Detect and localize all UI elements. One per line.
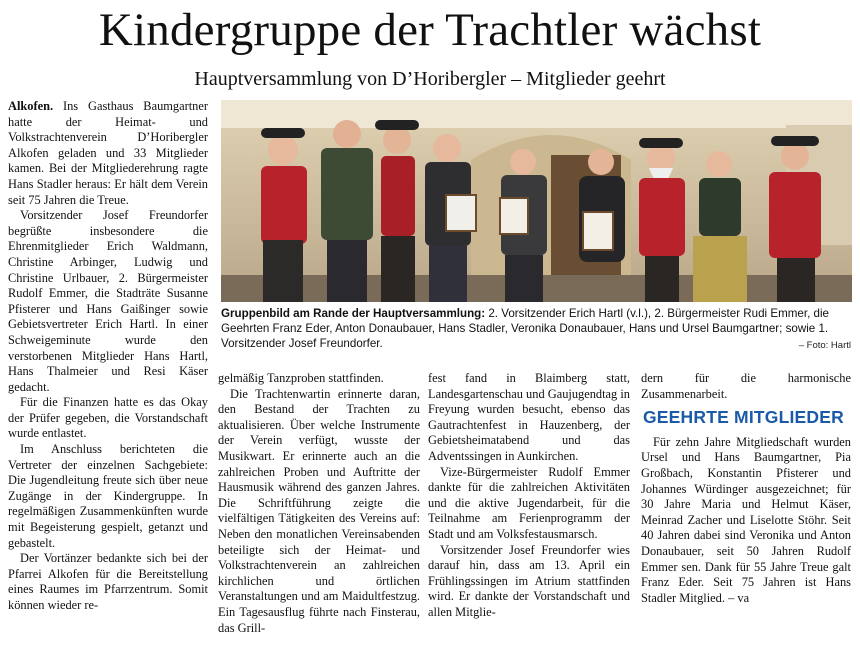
- subheadline: Hauptversammlung von D’Horibergler – Mitglieder geehrt: [194, 68, 666, 90]
- paragraph-text: Ins Gasthaus Baumgartner hatte der Heimat- und Volkstrachtenverein D’Horibergler Alkofen geladen und 33 Mitglieder kamen. Bei der Mitgliederehrung ragte Hans Stadler heraus: Er hält dem Verein seit 75 Jahren die Treue.: [8, 99, 208, 207]
- paragraph: Vize-Bürgermeister Rudolf Emmer dankte für die zahlreichen Aktivitäten und die aktive Jugendarbeit, für die Teilnahme am Ferienprogramm der Stadt und am Volksfestausmarsch.: [428, 464, 630, 541]
- paragraph: Im Anschluss berichteten die Vertreter der einzelnen Sachgebiete: Die Jugendleitung freute sich über neue Zugänge in der Kindergruppe. In regelmäßigen Zusammenkünften wurde mit Begeisterung gespielt, getanzt und gebastelt.: [8, 442, 208, 550]
- headline: Kindergruppe der Trachtler wächst: [98, 4, 762, 56]
- dateline: Alkofen.: [8, 99, 54, 113]
- paragraph: Für die Finanzen hatte es das Okay der Prüfer gegeben, die Vorstandschaft wurde entlastet.: [8, 395, 208, 441]
- article-column-3: [428, 371, 630, 621]
- honored-members-heading: GEEHRTE MITGLIEDER: [643, 407, 844, 428]
- author-signature: – va: [728, 590, 750, 605]
- caption-bold: Gruppenbild am Rande der Hauptversammlung:: [221, 307, 486, 320]
- paragraph: gelmäßig Tanzproben stattfinden.: [218, 371, 384, 385]
- paragraph: Die Trachtenwartin erinnerte daran, den Bestand der Trachten zu aktualisieren. Über welche Instrumente der Verein verfügt, wusste der Musikwart. Er erinnerte auch an die zahlreichen Proben und Auftritte der Hausmusik während des ganzen Jahres. Die Schriftführung zeigte die vielfältigen Tätigkeiten des Vereins auf: Neben den monatlichen Vereinsabenden beteiligte sich der Heimat- und Volkstrachtenverein an zahlreichen kirchlichen und örtlichen Veranstaltungen und am Maidultfestzug. Ein Tagesausflug führte nach Finsterau, das Grill-: [218, 386, 420, 635]
- article-column-4: [641, 371, 851, 606]
- paragraph: Der Vortänzer bedankte sich bei der Pfarrei Alkofen für die Bereitstellung eines Raumes im Pfarrzentrum. Somit können wieder re-: [8, 551, 208, 612]
- paragraph: dern für die harmonische Zusammenarbeit.: [641, 371, 851, 401]
- paragraph: [8, 99, 208, 208]
- group-photo: [221, 100, 852, 302]
- paragraph: fest fand in Blaimberg statt, Landesgartenschau und Gaujugendtag in Freyung wurden besucht, ebenso das Gautrachtenfest in Hauzenberg, der Gebietsheimatabend und das Adventssingen in Aunkirchen.: [428, 371, 630, 463]
- photo-credit: – Foto: Hartl: [798, 340, 851, 351]
- paragraph: Vorsitzender Josef Freundorfer wies darauf hin, dass am 13. April ein Frühlingssingen im Atrium stattfinden wird. Er dankte der Vorstandschaft und allen Mitglie-: [428, 542, 630, 619]
- photo-caption: [221, 306, 852, 351]
- box-paragraph-text: Für zehn Jahre Mitgliedschaft wurden Ursel und Hans Baumgartner, Pia Großbach, Konstantin Pfisterer und Johannes Würdinger ausgezeichnet; für 30 Jahre Maria und Helmut Käser, Meinrad Zacher und Liselotte Stöhr. Seit 40 Jahren dabei sind Veronika und Anton Donaubauer, seit 50 Jahren Rudolf Emmer sen. Dank für 55 Jahre Treue galt Franz Eder. Seit 75 Jahren ist Hans Stadler Mitglied.: [641, 434, 851, 605]
- article-column-2: [218, 371, 420, 636]
- article-column-1: [8, 99, 208, 614]
- caption-text: 2. Vorsitzender Erich Hartl (v.l.), 2. Bürgermeister Rudi Emmer, die Geehrten Franz Eder, Anton Donaubauer, Hans Stadler, Veronika Donaubauer, Hans und Ursel Baumgartner; sowie 1. Vorsitzender Josef Freundorfer.: [221, 307, 829, 350]
- honored-members-text: [641, 435, 851, 607]
- paragraph: Vorsitzender Josef Freundorfer begrüßte insbesondere die Ehrenmitglieder Erich Waldmann, Christine Arbinger, Ludwig und Christine Urlbauer, 2. Bürgermeister Rudolf Emmer, die Stadträte Susanne Pfisterer und Hans Gaißinger sowie Gebietsvertreter Erich Hartl. In einer Schweigeminute wurde den verstorbenen Mitglieder Hans Hartl, Hans Thalmeier und Resi Käser gedacht.: [8, 208, 208, 394]
